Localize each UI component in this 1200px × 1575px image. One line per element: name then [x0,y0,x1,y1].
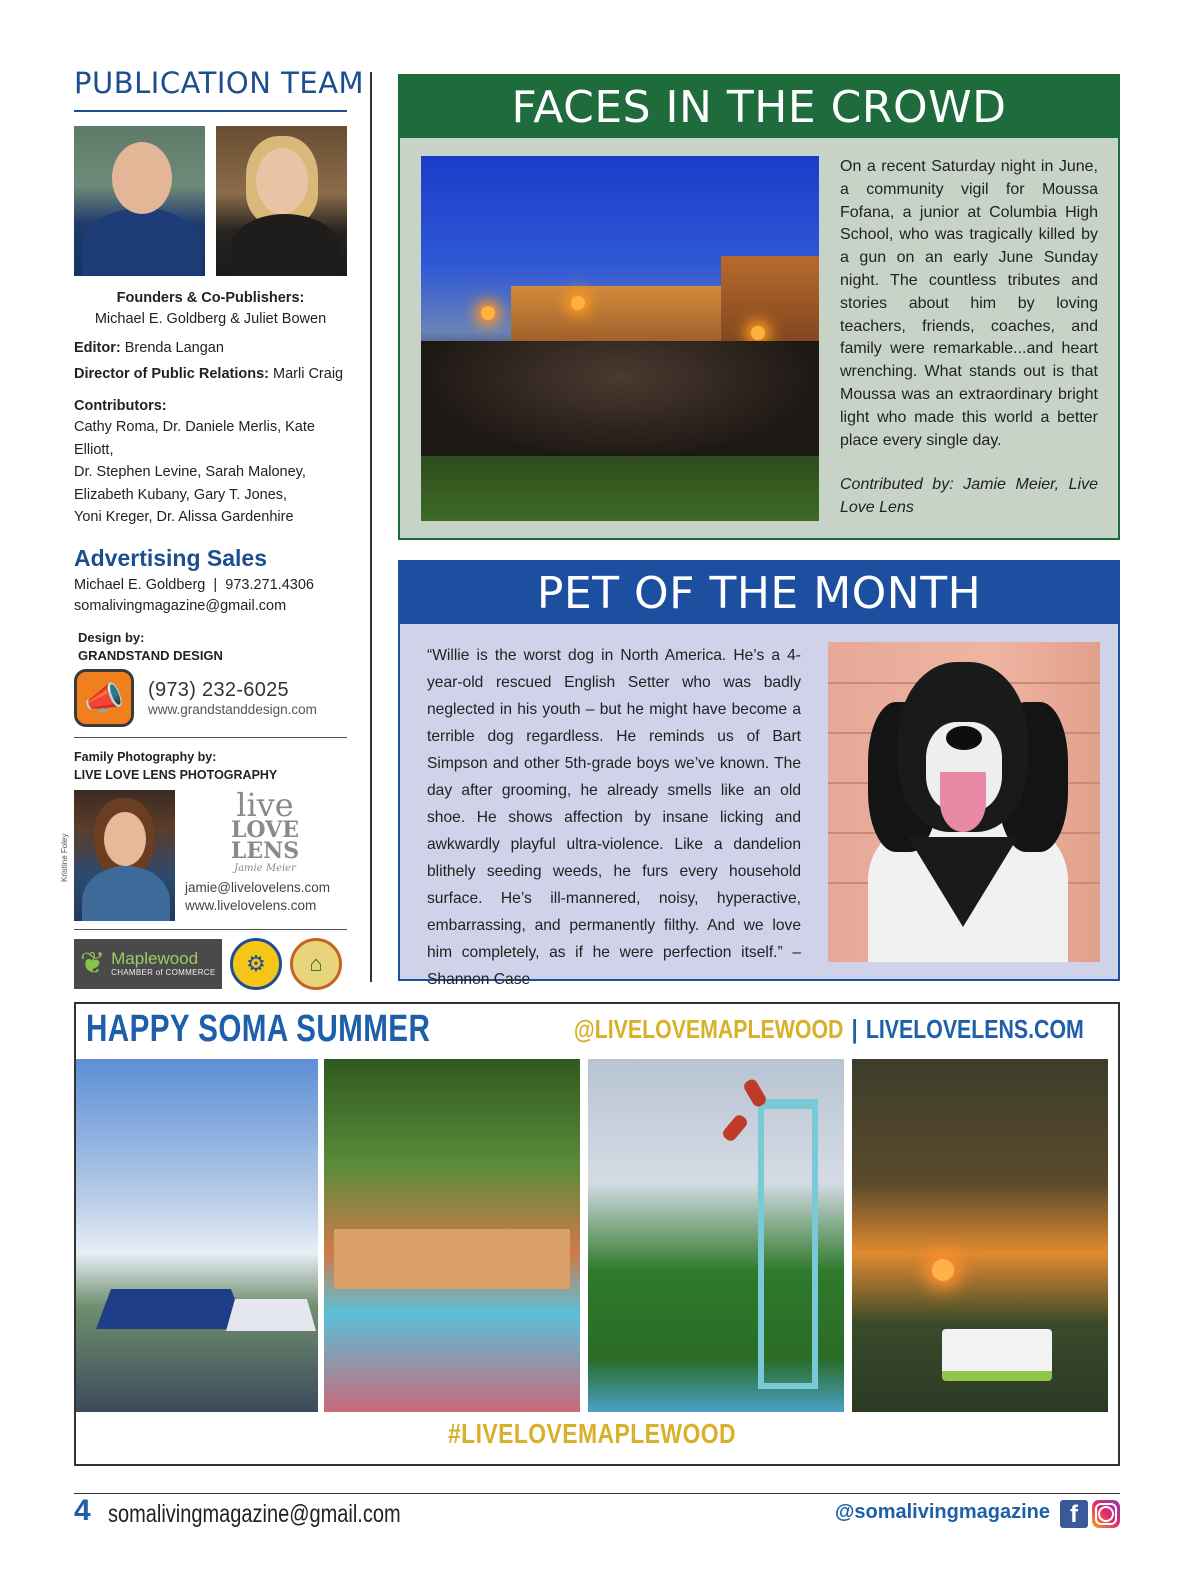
contributors-line: Cathy Roma, Dr. Daniele Merlis, Kate Elliott, [74,419,315,458]
facebook-icon[interactable]: f [1060,1500,1088,1528]
design-phone: (973) 232-6025 [148,678,289,701]
design-website[interactable]: www.grandstanddesign.com [148,701,317,717]
advertising-contact: Michael E. Goldberg | 973.271.4306 [74,576,314,593]
publisher-photo-bowen [216,126,347,276]
maplewood-chamber-logo [74,939,222,989]
contributors-list [74,416,347,529]
design-label: Design by: [78,629,145,645]
live-love-lens-logo [230,785,300,874]
faces-credit: Contributed by: Jamie Meier, Live Love Lens [840,476,1098,516]
footer-social-handle[interactable]: @somalivingmagazine [834,1501,1050,1523]
summer-handle[interactable]: @LIVELOVEMAPLEWOOD [574,1014,844,1044]
design-company: GRANDSTAND DESIGN [78,647,223,663]
design-credit [74,629,347,665]
faces-in-the-crowd-section [398,74,1120,540]
summer-title: HAPPY SOMA SUMMER [86,1008,431,1050]
instagram-icon[interactable] [1092,1500,1120,1528]
pr-label: Director of Public Relations: [74,366,269,382]
logo-line: LENS [230,837,300,864]
contributors-label: Contributors: [74,398,167,414]
footer-email[interactable]: somalivingmagazine@gmail.com [108,1500,401,1528]
pr-name: Marli Craig [273,366,344,382]
happy-soma-summer-section [74,1002,1120,1466]
maple-leaf-icon: ❦ [80,947,106,980]
publisher-photo-goldberg [74,126,205,276]
page-number: 4 [74,1494,91,1527]
diving-tower-photo [588,1059,844,1412]
vigil-photo [421,156,819,521]
advertising-contact-block [74,575,347,617]
photography-label: Family Photography by: [74,749,217,764]
contributors-line: Dr. Stephen Levine, Sarah Maloney, [74,464,306,480]
summer-hashtag: #LIVELOVEMAPLEWOOD [447,1418,737,1449]
logo-line: Jamie Meier [234,862,296,874]
summer-gallery [76,1059,1108,1412]
dog-photo [828,642,1100,962]
ice-cream-truck-photo [852,1059,1108,1412]
township-seal-icon: ⌂ [290,938,342,990]
community-pool-photo [324,1059,580,1412]
publication-team-column [60,66,365,990]
chamber-name: Maplewood [111,949,199,968]
pet-of-the-month-section [398,560,1120,988]
pet-body: “Willie is the worst dog in North America. He’s a 4-year-old rescued English Setter who was badly neglected in his youth – but he might have become a terrible dog regardless. He reminds us of Bart Simpson and other 5th-grade boys we’ve known. The day after grooming, he already smells like an old shoe. He shows affection by insane licking and awkwardly playful ultra-violence. Like a dandelion blithely seeding weeds, he furs every household surface. He’s ill-mannered, noisy, hyperactive, embarrassing, and permanently filthy. And we love him completely, as if he were perfection itself.” –Shannon Case [427,647,801,988]
logo-line: LOVE [230,816,300,843]
founders-block [74,288,347,330]
summer-links [574,1014,1084,1045]
editor-row [74,338,347,358]
editor-name: Brenda Langan [124,340,224,356]
rotary-seal-icon: ⚙ [230,938,282,990]
editor-label: Editor: [74,340,121,356]
pet-title: PET OF THE MONTH [400,562,1118,624]
grandstand-block [74,669,347,738]
faces-body: On a recent Saturday night in June, a community vigil for Moussa Fofana, a junior at Columbia High School, who was tragically killed by a gun on an early June Sunday night. The countless tributes and stories about him by loving teachers, friends, coaches, and family were remarkable...and heart wrenching. What stands out is that Moussa was an extraordinary bright light who made this world a better place every single day. [840,158,1098,449]
chamber-sub: CHAMBER of COMMERCE [111,968,216,977]
sponsor-badges [74,938,347,990]
photo-credit: Kristine Foley [60,833,69,882]
faces-title: FACES IN THE CROWD [400,76,1118,138]
photography-credit [74,748,347,784]
photography-email[interactable]: jamie@livelovelens.com [185,880,331,896]
photography-block [60,785,347,930]
advertising-title: Advertising Sales [74,544,268,571]
advertising-email[interactable]: somalivingmagazine@gmail.com [74,597,287,614]
megaphone-icon: 📣 [74,669,134,727]
column-divider [370,72,372,982]
publisher-photos [74,126,347,276]
pr-row [74,364,347,384]
photography-website[interactable]: www.livelovelens.com [185,898,317,914]
contributors-line: Yoni Kreger, Dr. Alissa Gardenhire [74,509,294,525]
footer-divider [74,1493,1120,1494]
publication-team-title: PUBLICATION TEAM [74,66,347,112]
founders-names: Michael E. Goldberg & Juliet Bowen [94,311,327,327]
photography-company: LIVE LOVE LENS PHOTOGRAPHY [74,767,278,782]
farmers-market-photo [76,1059,318,1412]
photographer-photo [74,790,175,921]
summer-site[interactable]: LIVELOVELENS.COM [866,1014,1084,1044]
founders-title: Founders & Co-Publishers: [116,290,305,306]
contributors-line: Elizabeth Kubany, Gary T. Jones, [74,486,288,503]
summer-separator: | [851,1014,858,1044]
logo-line: live [236,785,294,824]
